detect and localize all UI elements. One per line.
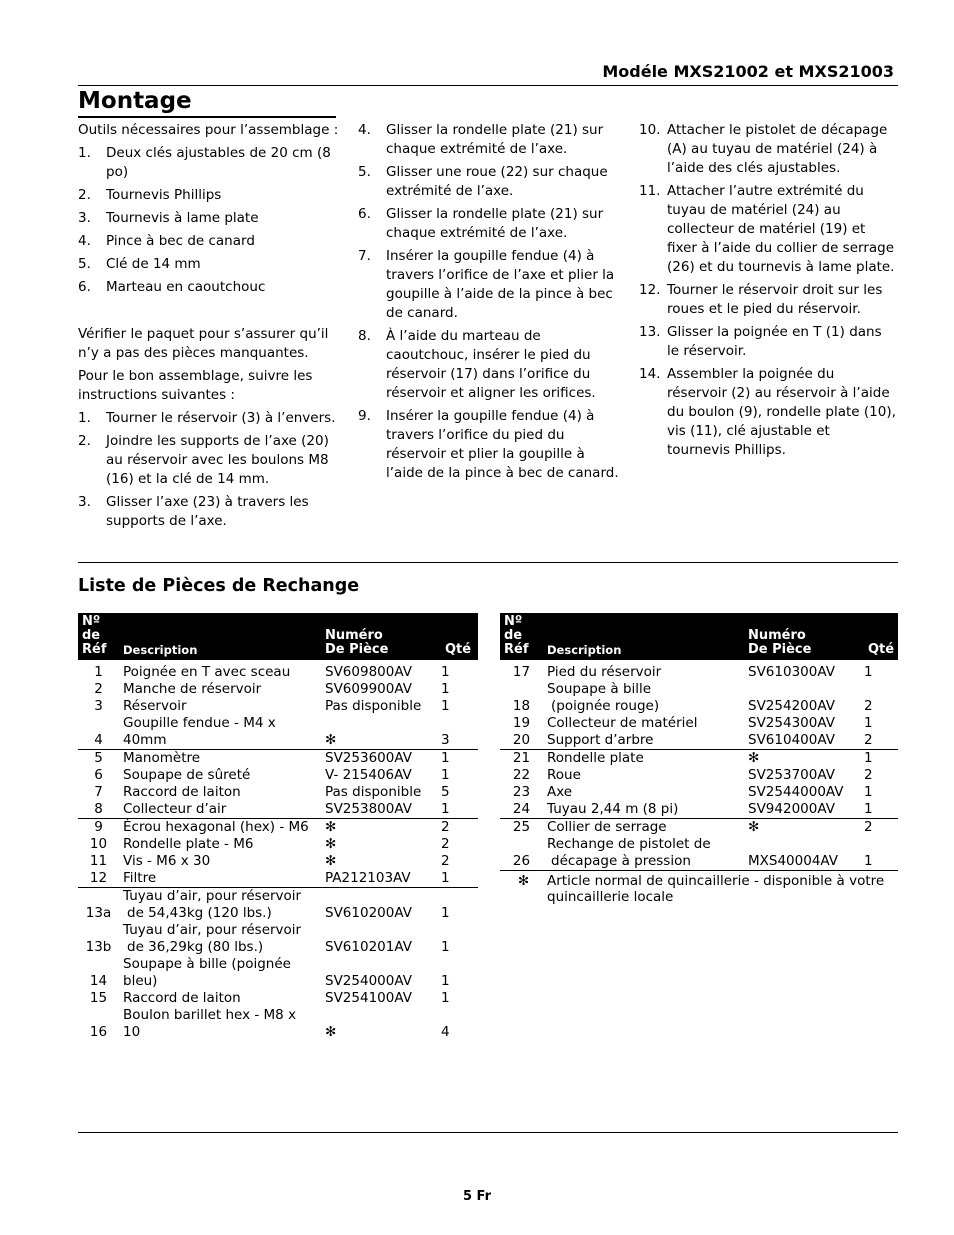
part-number-cell: V- 215406AV	[325, 767, 412, 783]
item-number: 2.	[78, 433, 91, 449]
item-number: 5.	[78, 256, 91, 272]
ref-cell: 6	[94, 767, 103, 783]
description-cell: Réservoir	[123, 698, 187, 714]
ref-cell: 25	[512, 819, 531, 835]
list-item	[78, 209, 340, 228]
description-line: de 36,29kg (80 lbs.)	[127, 939, 264, 955]
table-row	[78, 922, 478, 956]
ref-cell: 10	[89, 836, 108, 852]
qty-cell: 1	[441, 939, 450, 955]
item-text: Clé de 14 mm	[106, 256, 201, 272]
qty-cell: 5	[441, 784, 450, 800]
list-item	[358, 407, 620, 483]
description-line: décapage à pression	[551, 853, 691, 869]
qty-cell: 2	[441, 853, 450, 869]
table-row	[78, 836, 478, 853]
asterisk-icon: ✻	[517, 873, 530, 889]
item-text: Insérer la goupille fendue (4) à travers l’orifice du pied du réservoir et plier la goupille à l’aide de la pince à bec de canard.	[386, 408, 619, 481]
table-row	[78, 853, 478, 870]
part-number-cell: ✻	[325, 853, 337, 869]
list-item	[78, 255, 340, 274]
item-number: 8.	[358, 328, 371, 344]
list-item	[78, 409, 340, 428]
table-row	[78, 660, 478, 681]
description-cell: Manomètre	[123, 750, 201, 766]
part-number-cell: SV254000AV	[325, 973, 412, 989]
part-number-cell: SV609800AV	[325, 664, 412, 680]
ref-cell: 16	[89, 1024, 108, 1040]
description-cell	[543, 836, 744, 871]
item-text: Tourner le réservoir (3) à l’envers.	[106, 410, 336, 426]
table-row	[500, 660, 898, 681]
list-item	[639, 281, 897, 319]
follow-text: Pour le bon assemblage, suivre les instructions suivantes :	[78, 368, 313, 403]
qty-cell: 1	[441, 870, 478, 888]
qty-cell: 1	[864, 750, 873, 766]
table-row	[78, 681, 478, 698]
ref-cell: 1	[94, 664, 103, 680]
description-cell: Boulon barillet hex - M8 x 10	[123, 1007, 297, 1040]
list-item	[358, 121, 620, 159]
part-number-cell: SV610400AV	[744, 732, 864, 750]
qty-cell: 1	[864, 836, 898, 871]
item-number: 4.	[358, 122, 371, 138]
item-text: Glisser une roue (22) sur chaque extrémité de l’axe.	[386, 164, 608, 199]
table-row	[78, 870, 478, 888]
table-row	[500, 801, 898, 819]
item-text: Attacher le pistolet de décapage (A) au tuyau de matériel (24) à l’aide des clés ajustables.	[667, 122, 888, 176]
parts-list-title: Liste de Pièces de Rechange	[78, 576, 360, 596]
table-row	[78, 819, 478, 837]
part-number-cell: ✻	[748, 819, 760, 835]
description-cell: Collecteur d’air	[119, 801, 321, 819]
header-rule	[78, 85, 898, 86]
qty-cell: 3	[441, 715, 478, 750]
ref-cell: 18	[512, 698, 531, 714]
qty-cell: 2	[441, 836, 450, 852]
table-row	[500, 715, 898, 732]
steps-list-2	[358, 121, 620, 483]
list-item	[639, 323, 897, 361]
list-item	[358, 205, 620, 243]
qty-cell: 1	[441, 681, 450, 697]
section-title-underline	[78, 116, 336, 118]
part-number-header: Numéro De Pièce	[321, 613, 441, 660]
item-number: 1.	[78, 145, 91, 161]
steps-list-3	[639, 121, 897, 460]
table-row	[500, 681, 898, 715]
item-text: Tourner le réservoir droit sur les roues et le pied du réservoir.	[667, 282, 883, 317]
section-divider	[78, 562, 898, 563]
description-header: Description	[543, 613, 744, 660]
part-number-cell: SV609900AV	[325, 681, 412, 697]
item-text: Pince à bec de canard	[106, 233, 255, 249]
table-row	[500, 819, 898, 837]
ref-cell: 23	[512, 784, 531, 800]
item-text: Assembler la poignée du réservoir (2) au réservoir à l’aide du boulon (9), rondelle plate (10), vis (11), clé ajustable et tournevis Phillips.	[667, 366, 896, 458]
table-row	[500, 784, 898, 801]
table-row	[78, 698, 478, 715]
ref-cell: 19	[512, 715, 531, 731]
description-cell	[543, 681, 744, 715]
ref-cell: 17	[512, 664, 531, 680]
part-number-cell: SV610300AV	[748, 664, 835, 680]
qty-header: Qté	[441, 613, 478, 660]
section-title: Montage	[78, 88, 192, 114]
ref-cell: 24	[500, 801, 543, 819]
description-cell: Poignée en T avec sceau	[123, 664, 291, 680]
description-cell: Rondelle plate	[547, 750, 644, 766]
ref-cell: 12	[78, 870, 119, 888]
item-number: 2.	[78, 187, 91, 203]
description-cell: Pied du réservoir	[547, 664, 662, 680]
ref-cell: 22	[512, 767, 531, 783]
ref-cell: 8	[78, 801, 119, 819]
list-item	[78, 278, 340, 297]
part-number-cell: SV610200AV	[325, 905, 412, 921]
page-number: 5 Fr	[462, 1189, 492, 1204]
ref-cell: 4	[78, 715, 119, 750]
description-cell: Soupape de sûreté	[123, 767, 251, 783]
hardware-footnote	[500, 873, 898, 905]
description-line: Tuyau d’air, pour réservoir	[123, 888, 302, 904]
qty-cell: 2	[441, 819, 450, 835]
item-text: Tournevis Phillips	[106, 187, 222, 203]
list-item	[639, 365, 897, 460]
table-row	[78, 767, 478, 784]
item-text: Deux clés ajustables de 20 cm (8 po)	[106, 145, 331, 180]
assembly-column-2	[358, 121, 620, 487]
item-number: 4.	[78, 233, 91, 249]
part-number-cell: SV254200AV	[748, 698, 835, 714]
ref-cell: 13b	[85, 939, 112, 955]
description-cell: Axe	[547, 784, 573, 800]
check-text: Vérifier le paquet pour s’assurer qu’il n’y a pas des pièces manquantes.	[78, 326, 329, 361]
ref-cell: 20	[500, 732, 543, 750]
part-number-cell: SV610201AV	[325, 939, 412, 955]
footnote-text: Article normal de quincaillerie - disponible à votre quincaillerie locale	[547, 873, 885, 905]
parts-table-right	[500, 613, 898, 871]
item-text: Glisser la poignée en T (1) dans le réservoir.	[667, 324, 882, 359]
qty-cell: 4	[441, 1024, 450, 1040]
item-text: Tournevis à lame plate	[106, 210, 259, 226]
item-text: Attacher l’autre extrémité du tuyau de matériel (24) au collecteur de matériel (19) et fixer à l’aide du collier de serrage (26) et du tournevis à lame plate.	[667, 183, 895, 275]
table-row	[78, 784, 478, 801]
qty-cell: 1	[441, 750, 450, 766]
part-number-cell: ✻	[748, 750, 760, 766]
ref-cell: 14	[89, 973, 108, 989]
parts-table-header	[78, 613, 478, 660]
item-number: 10.	[639, 122, 661, 138]
table-row	[78, 956, 478, 990]
description-header: Description	[119, 613, 321, 660]
description-cell	[119, 922, 321, 956]
item-number: 3.	[78, 494, 91, 510]
part-number-cell: ✻	[325, 836, 337, 852]
part-number-cell: SV254300AV	[748, 715, 835, 731]
part-number-cell: SV2544000AV	[748, 784, 844, 800]
list-item	[78, 493, 340, 531]
qty-cell: 2	[864, 732, 898, 750]
description-cell	[119, 888, 321, 923]
part-number-cell: SV254100AV	[325, 990, 412, 1006]
description-cell: Raccord de laiton	[123, 784, 241, 800]
tools-list	[78, 144, 340, 297]
item-text: À l’aide du marteau de caoutchouc, insérer le pied du réservoir (17) dans l’orifice du réservoir et aligner les orifices.	[386, 328, 596, 401]
part-number-cell: MXS40004AV	[744, 836, 864, 871]
ref-header: Nº de Réf	[500, 613, 543, 660]
description-cell: Support d’arbre	[543, 732, 744, 750]
description-cell: Tuyau 2,44 m (8 pi)	[543, 801, 744, 819]
description-cell: Vis - M6 x 30	[123, 853, 211, 869]
description-line: Tuyau d’air, pour réservoir	[123, 922, 302, 938]
qty-cell: 1	[441, 905, 450, 921]
assembly-column-3	[639, 121, 897, 464]
item-number: 11.	[639, 183, 661, 199]
item-text: Insérer la goupille fendue (4) à travers l’orifice de l’axe et plier la goupille à l’aide de la pince à bec de canard.	[386, 248, 615, 321]
description-cell: Rondelle plate - M6	[123, 836, 254, 852]
ref-cell: 2	[94, 681, 103, 697]
model-title: Modéle MXS21002 et MXS21003	[602, 62, 894, 81]
footer-rule	[78, 1132, 898, 1133]
ref-cell: 5	[94, 750, 103, 766]
tools-intro: Outils nécessaires pour l’assemblage :	[78, 122, 339, 138]
description-line: Soupape à bille	[547, 681, 652, 697]
part-number-cell: ✻	[325, 819, 337, 835]
part-number-cell: ✻	[325, 1024, 337, 1040]
part-number-cell: SV253600AV	[325, 750, 412, 766]
qty-cell: 1	[864, 784, 873, 800]
qty-cell: 2	[864, 767, 873, 783]
qty-cell: 1	[864, 715, 873, 731]
qty-cell: 1	[441, 973, 450, 989]
assembly-column-1	[78, 121, 340, 535]
item-number: 5.	[358, 164, 371, 180]
description-line: (poignée rouge)	[551, 698, 660, 714]
qty-cell: 1	[441, 664, 450, 680]
part-number-cell: SV253800AV	[321, 801, 441, 819]
item-number: 13.	[639, 324, 661, 340]
description-cell: Manche de réservoir	[123, 681, 262, 697]
list-item	[358, 327, 620, 403]
part-number-cell: Pas disponible	[325, 784, 422, 800]
item-number: 6.	[78, 279, 91, 295]
qty-cell: 1	[441, 801, 478, 819]
table-row	[78, 750, 478, 768]
table-row	[78, 888, 478, 923]
item-text: Marteau en caoutchouc	[106, 279, 266, 295]
table-row	[78, 801, 478, 819]
qty-cell: 1	[864, 664, 873, 680]
table-row	[78, 990, 478, 1007]
description-cell: Goupille fendue - M4 x 40mm	[119, 715, 321, 750]
item-number: 1.	[78, 410, 91, 426]
ref-cell: 9	[94, 819, 103, 835]
item-number: 12.	[639, 282, 661, 298]
item-number: 14.	[639, 366, 661, 382]
item-text: Glisser l’axe (23) à travers les supports de l’axe.	[106, 494, 309, 529]
part-number-cell: SV942000AV	[744, 801, 864, 819]
item-number: 9.	[358, 408, 371, 424]
description-cell: Filtre	[119, 870, 321, 888]
list-item	[78, 432, 340, 489]
qty-cell: 1	[441, 990, 450, 1006]
qty-cell: 1	[864, 801, 898, 819]
part-number-cell: SV253700AV	[748, 767, 835, 783]
description-line: Rechange de pistolet de	[547, 836, 711, 852]
description-cell: Soupape à bille (poignée bleu)	[123, 956, 291, 989]
list-item	[358, 163, 620, 201]
item-number: 3.	[78, 210, 91, 226]
table-row	[500, 750, 898, 768]
list-item	[78, 232, 340, 251]
ref-cell: 13a	[85, 905, 112, 921]
list-item	[78, 186, 340, 205]
steps-list-1	[78, 409, 340, 531]
part-number-cell: PA212103AV	[321, 870, 441, 888]
item-number: 7.	[358, 248, 371, 264]
description-cell: Écrou hexagonal (hex) - M6	[123, 819, 309, 835]
list-item	[639, 121, 897, 178]
part-number-cell: Pas disponible	[325, 698, 422, 714]
table-row	[500, 836, 898, 871]
description-cell: Raccord de laiton	[123, 990, 241, 1006]
ref-header: Nº de Réf	[78, 613, 119, 660]
part-number-cell: ✻	[321, 715, 441, 750]
description-cell: Roue	[547, 767, 581, 783]
item-text: Glisser la rondelle plate (21) sur chaque extrémité de l’axe.	[386, 206, 604, 241]
parts-table-left	[78, 613, 478, 1041]
ref-cell: 7	[94, 784, 103, 800]
table-row	[500, 767, 898, 784]
description-cell: Collier de serrage	[547, 819, 667, 835]
list-item	[78, 144, 340, 182]
part-number-header: Numéro De Pièce	[744, 613, 864, 660]
qty-cell: 1	[441, 698, 450, 714]
qty-cell: 2	[864, 698, 873, 714]
ref-cell: 3	[94, 698, 103, 714]
qty-cell: 2	[864, 819, 873, 835]
ref-cell: 15	[89, 990, 108, 1006]
list-item	[358, 247, 620, 323]
ref-cell: 21	[512, 750, 531, 766]
table-row	[78, 715, 478, 750]
qty-header: Qté	[864, 613, 898, 660]
item-number: 6.	[358, 206, 371, 222]
description-line: de 54,43kg (120 lbs.)	[127, 905, 272, 921]
item-text: Joindre les supports de l’axe (20) au réservoir avec les boulons M8 (16) et la clé de 14 mm.	[106, 433, 329, 487]
ref-cell: 11	[89, 853, 108, 869]
list-item	[639, 182, 897, 277]
table-row	[78, 1007, 478, 1041]
ref-cell: 26	[500, 836, 543, 871]
qty-cell: 1	[441, 767, 450, 783]
table-row	[500, 732, 898, 750]
description-cell: Collecteur de matériel	[547, 715, 698, 731]
item-text: Glisser la rondelle plate (21) sur chaque extrémité de l’axe.	[386, 122, 604, 157]
parts-table-header	[500, 613, 898, 660]
